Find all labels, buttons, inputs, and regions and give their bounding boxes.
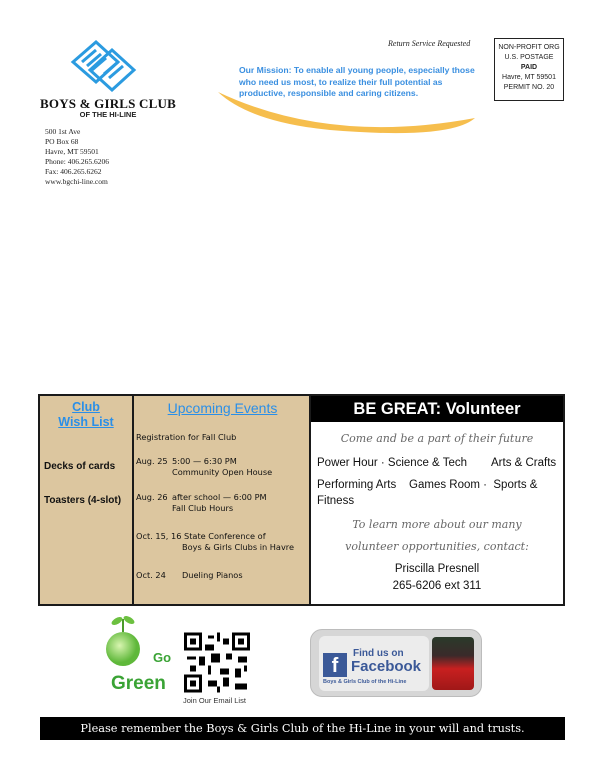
facebook-badge[interactable]	[310, 629, 482, 697]
event-item	[136, 570, 243, 581]
profile-photo	[432, 637, 474, 690]
events-title[interactable]: Upcoming Events	[167, 400, 278, 416]
fax: Fax: 406.265.6262	[45, 167, 102, 176]
footer-banner: Please remember the Boys & Girls Club of the Hi-Line in your will and trusts.	[40, 717, 565, 740]
wish-and-events-table	[38, 394, 311, 606]
event-time: after school — 6:00 PM	[172, 492, 267, 502]
facebook-brand-text: Facebook	[351, 658, 422, 675]
programs-line: Power Hour · Science & Tech	[317, 457, 467, 469]
contact-phone: 265-6206 ext 311	[392, 580, 482, 592]
postage-paid: PAID	[520, 64, 538, 71]
event-item	[136, 456, 272, 478]
postage-line: NON-PROFIT ORG	[498, 44, 560, 51]
learn-more-text: volunteer opportunities, contact:	[345, 540, 529, 553]
programs-line: Fitness	[317, 495, 355, 507]
contact-name: Priscilla Presnell	[394, 563, 480, 575]
facebook-find-text: Find us on	[353, 648, 404, 659]
postage-indicia	[494, 38, 564, 101]
address-line: Havre, MT 59501	[45, 147, 99, 156]
address-line: 500 1st Ave	[45, 127, 81, 136]
volunteer-title: BE GREAT: Volunteer	[311, 396, 563, 422]
go-text: Go	[153, 650, 172, 665]
facebook-sub-text: Boys & Girls Club of the Hi-Line	[323, 679, 407, 685]
postage-line: Havre, MT 59501	[502, 74, 556, 81]
learn-more-text: To learn more about our many	[352, 518, 522, 531]
address-line: PO Box 68	[45, 137, 79, 146]
postage-permit: PERMIT NO. 20	[503, 84, 555, 91]
programs-line: Performing Arts Games Room · Sports &	[317, 479, 538, 491]
facebook-icon: f	[323, 653, 347, 677]
return-service-text: Return Service Requested	[388, 39, 471, 48]
volunteer-box	[311, 394, 565, 606]
event-date: Oct. 15, 16	[136, 531, 182, 541]
event-desc: Dueling Pianos	[182, 570, 243, 580]
wish-list-item: Decks of cards	[44, 461, 116, 472]
wish-list-title[interactable]	[40, 400, 132, 430]
wish-list-title-line: Wish List	[58, 415, 114, 429]
phone: Phone: 406.265.6206	[45, 157, 109, 166]
event-time: 5:00 — 6:30 PM	[172, 456, 237, 466]
event-item	[136, 492, 267, 514]
event-date: Aug. 25	[136, 456, 168, 466]
wish-list-title-line: Club	[72, 400, 100, 414]
event-date: Oct. 24	[136, 570, 166, 580]
wish-list-item: Toasters (4-slot)	[44, 495, 122, 506]
event-date: Aug. 26	[136, 492, 168, 502]
programs-line: Arts & Crafts	[491, 457, 557, 469]
club-logo-icon	[68, 40, 138, 92]
green-text: Green	[111, 673, 166, 694]
org-name: BOYS & GIRLS CLUB	[40, 96, 176, 111]
event-desc: Fall Club Hours	[172, 503, 234, 513]
green-globe-icon	[103, 613, 145, 668]
event-desc: Community Open House	[172, 467, 273, 477]
website-link[interactable]: www.bgchi-line.com	[45, 177, 108, 186]
mission-statement: Our Mission: To enable all young people, especially those who need us most, to realize their full potential as productive, responsible and caring citizens.	[239, 65, 475, 98]
column-divider	[132, 396, 134, 604]
address-block	[45, 127, 109, 187]
qr-code-icon[interactable]	[184, 632, 250, 693]
org-subtitle: OF THE HI-LINE	[79, 110, 137, 119]
email-list-caption: Join Our Email List	[183, 696, 246, 705]
event-item	[136, 531, 294, 553]
volunteer-tagline: Come and be a part of their future	[340, 432, 534, 445]
events-intro: Registration for Fall Club	[136, 432, 237, 442]
facebook-panel	[319, 636, 429, 691]
event-desc: Boys & Girls Clubs in Havre	[182, 542, 295, 552]
event-desc: State Conference of	[184, 531, 266, 541]
postage-line: U.S. POSTAGE	[504, 54, 554, 61]
